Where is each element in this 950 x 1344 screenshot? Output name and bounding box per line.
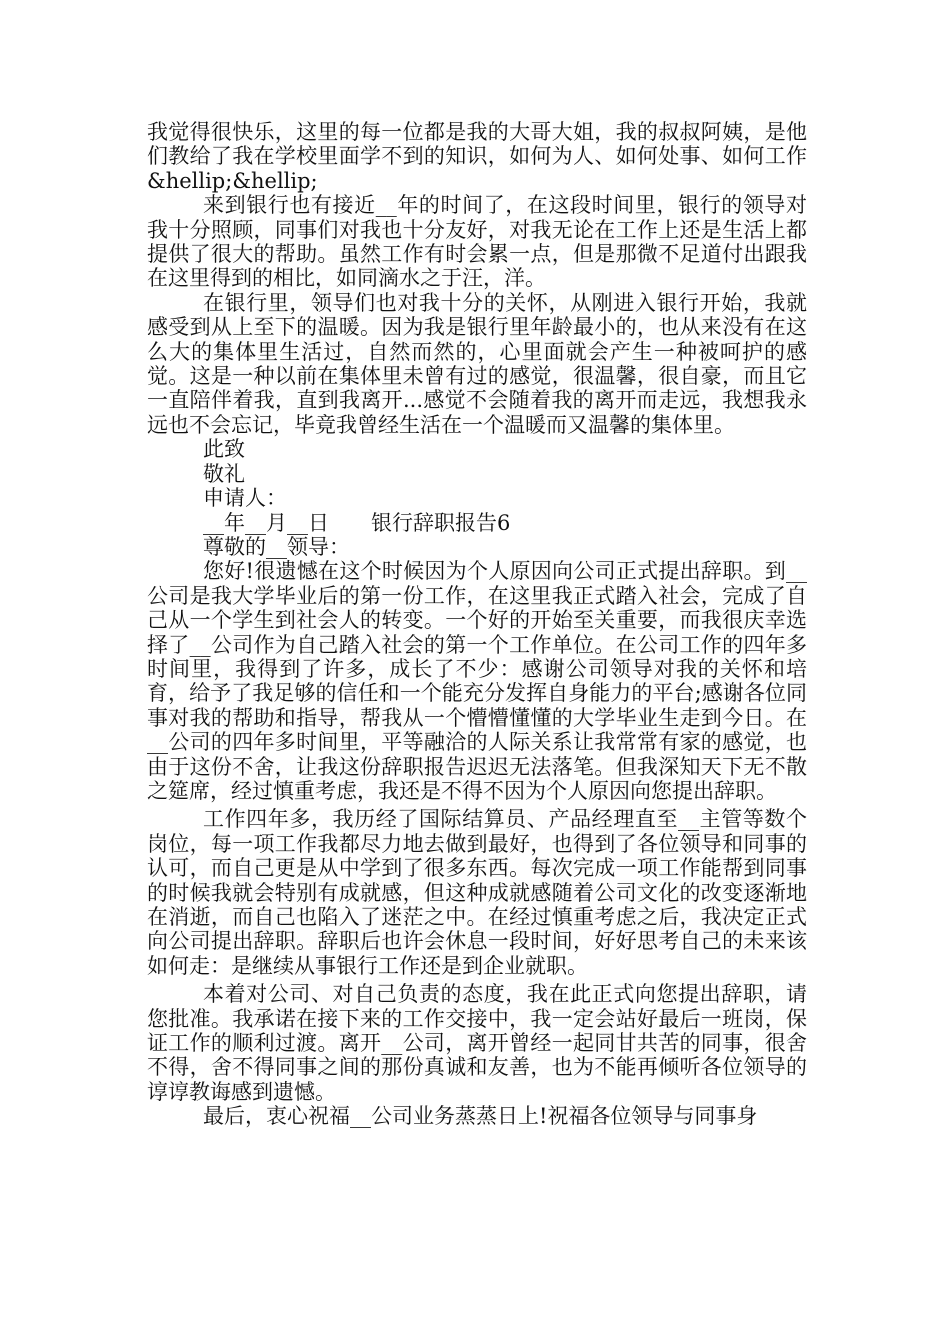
paragraph-gratitude: 我觉得很快乐，这里的每一位都是我的大哥大姐，我的叔叔阿姨，是他们教给了我在学校里面学不到的知识，如何为人、如何处事、如何工作&hellip;&hellip; — [147, 120, 807, 193]
paragraph-final-wishes: 最后，衷心祝福__公司业务蒸蒸日上!祝福各位领导与同事身 — [203, 1104, 758, 1129]
closing-line-1: 此致 — [203, 437, 245, 462]
closing-line-2: 敬礼 — [203, 461, 245, 486]
paragraph-request-approval: 本着对公司、对自己负责的态度，我在此正式向您提出辞职，请您批准。我承诺在接下来的工作交接中，我一定会站好最后一班岗，保证工作的顺利过渡。离开__公司，离开曾经一起同甘共苦的同事，很舍不得，舍不得同事之间的那份真诚和友善，也为不能再倾听各位领导的谆谆教诲感到遗憾。 — [147, 982, 807, 1104]
applicant-line: 申请人： — [203, 486, 287, 511]
date-and-heading-line: __年__月__日 银行辞职报告6 — [203, 510, 511, 535]
paragraph-work-history: 工作四年多，我历经了国际结算员、产品经理直至__主管等数个岗位，每一项工作我都尽力地去做到最好，也得到了各位领导和同事的认可，而自己更是从中学到了很多东西。每次完成一项工作能帮到同事的时候我就会特别有成就感，但这种成就感随着公司文化的改变逐渐地在消逝，而自己也陷入了迷茫之中。在经过慎重考虑之后，我决定正式向公司提出辞职。辞职后也许会休息一段时间，好好思考自己的未来该如何走：是继续从事银行工作还是到企业就职。 — [147, 807, 807, 978]
salutation-line: 尊敬的__领导： — [203, 534, 350, 559]
paragraph-resignation-intro: 您好!很遗憾在这个时候因为个人原因向公司正式提出辞职。到__公司是我大学毕业后的第一份工作，在这里我正式踏入社会，完成了自己从一个学生到社会人的转变。一个好的开始至关重要，而我很庆幸选择了__公司作为自己踏入社会的第一个工作单位。在公司工作的四年多时间里，我得到了许多，成长了不少：感谢公司领导对我的关怀和培育，给予了我足够的信任和一个能充分发挥自身能力的平台;感谢各位同事对我的帮助和指导，帮我从一个懵懵懂懂的大学毕业生走到今日。在__公司的四年多时间里，平等融洽的人际关系让我常常有家的感觉，也由于这份不舍，让我这份辞职报告迟迟无法落笔。但我深知天下无不散之筵席，经过慎重考虑，我还是不得不因为个人原因向您提出辞职。 — [147, 559, 807, 803]
paragraph-bank-time: 来到银行也有接近__年的时间了，在这段时间里，银行的领导对我十分照顾，同事们对我也十分友好，对我无论在工作上还是生活上都提供了很大的帮助。虽然工作有时会累一点，但是那微不足道付出跟我在这里得到的相比，如同滴水之于汪，洋。 — [147, 193, 807, 291]
paragraph-bank-warmth: 在银行里，领导们也对我十分的关怀，从刚进入银行开始，我就感受到从上至下的温暖。因为我是银行里年龄最小的，也从来没有在这么大的集体里生活过，自然而然的，心里面就会产生一种被呵护的感觉。这是一种以前在集体里未曾有过的感觉，很温馨，很自豪，而且它一直陪伴着我，直到我离开...感觉不会随着我的离开而走远，我想我永远也不会忘记，毕竟我曾经生活在一个温暖而又温馨的集体里。 — [147, 290, 807, 437]
document-page — [147, 120, 807, 1129]
